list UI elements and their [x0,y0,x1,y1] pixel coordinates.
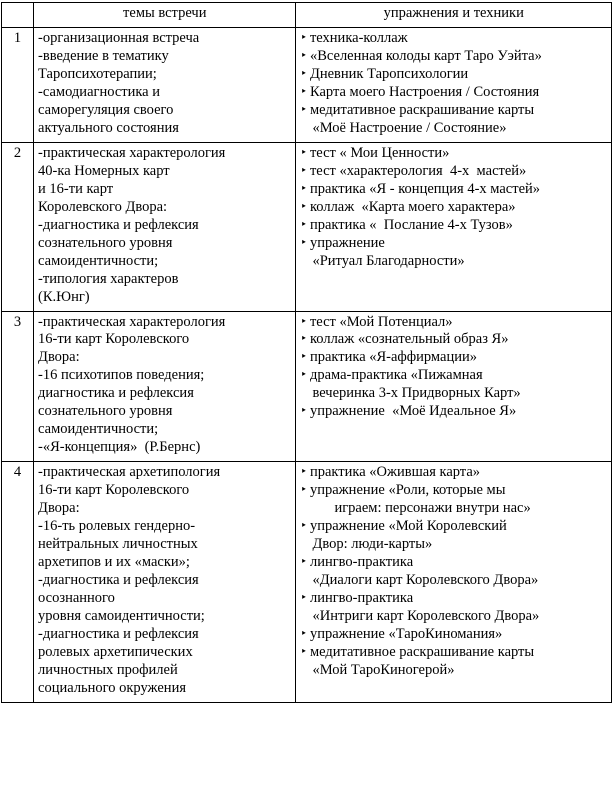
row-exercises-cell [296,311,612,462]
exercise-item [300,145,607,163]
theme-line: 16-ти карт Королевского [38,331,190,348]
row-number: 4 [2,462,34,703]
exercise-item [300,626,607,644]
row-themes-cell [34,462,296,703]
row-number: 1 [2,27,34,142]
exercise-text: упражнение «Роли, которые мы [309,482,506,499]
row-exercises-cell [296,142,612,311]
bullet-icon: ‣ [300,218,307,231]
exercise-item [300,48,607,66]
exercise-text: техника-коллаж [309,29,408,46]
table-header-row [2,3,612,28]
exercise-text: вечеринка 3-х Придворных Карт» [312,385,521,402]
row-exercises-cell [296,27,612,142]
exercise-item [300,662,607,680]
bullet-icon: ‣ [300,405,307,418]
bullet-icon: ‣ [300,645,307,658]
exercise-text: «Интриги карт Королевского Двора» [312,608,540,624]
exercise-item [300,367,607,385]
exercise-item [300,518,607,536]
theme-line: Таропсихотерапии; [38,65,157,82]
exercise-text: медитативное раскрашивание карты [309,643,535,660]
exercise-item [300,181,607,199]
theme-line: -диагностика и рефлексия [38,572,199,589]
column-header-themes: темы встречи [34,3,296,28]
exercise-text: упражнение «ТароКиномания» [309,625,503,642]
exercise-text: тест «Мой Потенциал» [309,313,453,330]
exercise-text: «Диалоги карт Королевского Двора» [312,572,539,589]
exercise-text: упражнение [309,234,385,251]
theme-line: самоидентичности; [38,252,159,269]
theme-line: осознанного [38,590,115,607]
exercise-text: практика «Я - концепция 4-х мастей» [309,180,541,197]
exercise-item [300,84,607,102]
exercise-text: «Вселенная колоды карт Таро Уэйта» [309,47,542,64]
table-row [2,311,612,462]
theme-line: социального окружения [38,679,186,696]
exercises-list [300,464,607,680]
exercises-list [300,145,607,271]
exercise-item [300,331,607,349]
table-row [2,27,612,142]
bullet-icon: ‣ [300,520,307,533]
bullet-icon: ‣ [300,592,307,605]
exercise-text: Карта моего Настроения / Состояния [309,83,540,100]
bullet-icon: ‣ [300,146,307,159]
bullet-icon: ‣ [300,85,307,98]
theme-line: Королевского Двора: [38,198,168,215]
theme-line: -16 психотипов поведения; [38,367,205,384]
exercise-item [300,235,607,253]
theme-line: 40-ка Номерных карт [38,162,170,179]
theme-line: -введение в тематику [38,47,169,64]
exercise-item [300,385,607,403]
exercise-item [300,500,607,518]
exercise-text: Двор: люди-карты» [312,536,433,553]
exercise-item [300,554,607,572]
theme-line: Двора: [38,500,80,517]
exercise-text: практика «Ожившая карта» [309,464,481,481]
exercise-text: коллаж «Карта моего характера» [309,198,516,215]
bullet-icon: ‣ [300,103,307,116]
theme-line: -диагностика и рефлексия [38,216,199,233]
row-themes-cell [34,27,296,142]
table-body [2,27,612,702]
exercise-text: упражнение «Мой Королевский [309,518,507,535]
theme-line: 16-ти карт Королевского [38,482,190,499]
theme-line: -диагностика и рефлексия [38,625,199,642]
bullet-icon: ‣ [300,236,307,249]
exercise-item [300,30,607,48]
theme-line: актуального состояния [38,119,179,136]
table-row [2,142,612,311]
themes-list [38,464,291,698]
theme-line: ролевых архетипических [38,643,193,660]
themes-list [38,314,291,458]
theme-line: архетипов и их «маски»; [38,554,190,571]
theme-line: самоидентичности; [38,421,159,438]
theme-line: саморегуляция своего [38,101,174,118]
column-header-exercises: упражнения и техники [296,3,612,28]
exercise-item [300,608,607,626]
exercise-item [300,253,607,271]
exercise-item [300,349,607,367]
theme-line: сознательного уровня [38,234,173,251]
bullet-icon: ‣ [300,351,307,364]
theme-line: -16-ть ролевых гендерно- [38,518,196,535]
bullet-icon: ‣ [300,556,307,569]
exercise-text: упражнение «Моё Идеальное Я» [309,403,517,420]
table-row [2,462,612,703]
bullet-icon: ‣ [300,369,307,382]
theme-line: уровня самоидентичности; [38,608,205,624]
exercise-text: медитативное раскрашивание карты [309,101,535,118]
theme-line: сознательного уровня [38,403,173,420]
theme-line: диагностика и рефлексия [38,385,194,402]
exercises-list [300,314,607,422]
exercise-text: «Ритуал Благодарности» [312,252,465,269]
exercise-item [300,314,607,332]
bullet-icon: ‣ [300,627,307,640]
exercise-item [300,102,607,120]
exercise-item [300,572,607,590]
row-themes-cell [34,142,296,311]
theme-line: личностных профилей [38,661,178,678]
bullet-icon: ‣ [300,164,307,177]
exercise-text: драма-практика «Пижамная [309,367,483,384]
theme-line: -практическая характерология [38,313,226,330]
exercise-item [300,163,607,181]
exercise-item [300,536,607,554]
theme-line: -типология характеров [38,270,179,287]
theme-line: нейтральных личностных [38,536,198,553]
exercise-text: коллаж «сознательный образ Я» [309,331,509,348]
row-themes-cell [34,311,296,462]
exercise-text: играем: персонажи внутри нас» [334,500,531,517]
exercise-item [300,464,607,482]
theme-line: -«Я-концепция» (Р.Бернс) [38,439,201,456]
row-number: 2 [2,142,34,311]
row-number: 3 [2,311,34,462]
column-header-number [2,3,34,28]
row-exercises-cell [296,462,612,703]
bullet-icon: ‣ [300,466,307,479]
exercise-text: лингво-практика [309,590,414,607]
theme-line: -практическая архетипология [38,464,221,481]
bullet-icon: ‣ [300,31,307,44]
themes-list [38,30,291,138]
exercise-text: «Моё Настроение / Состояние» [312,119,507,136]
exercise-text: Дневник Таропсихологии [309,65,469,82]
exercise-text: практика « Послание 4-х Тузов» [309,216,513,233]
exercise-item [300,644,607,662]
bullet-icon: ‣ [300,333,307,346]
bullet-icon: ‣ [300,484,307,497]
theme-line: -практическая характерология [38,144,226,161]
exercise-item [300,482,607,500]
themes-list [38,145,291,307]
exercise-item [300,120,607,138]
theme-line: -организационная встреча [38,29,200,46]
exercise-text: лингво-практика [309,554,414,571]
exercise-text: тест «характерология 4-х мастей» [309,162,527,179]
sessions-table [1,2,612,703]
exercise-text: практика «Я-аффирмации» [309,349,477,366]
exercise-text: «Мой ТароКиногерой» [312,661,455,678]
bullet-icon: ‣ [300,67,307,80]
table-header [2,3,612,28]
bullet-icon: ‣ [300,182,307,195]
exercise-item [300,66,607,84]
theme-line: (К.Юнг) [38,288,90,305]
theme-line: Двора: [38,349,80,366]
theme-line: и 16-ти карт [38,180,114,197]
exercise-item [300,590,607,608]
bullet-icon: ‣ [300,200,307,213]
bullet-icon: ‣ [300,315,307,328]
exercises-list [300,30,607,138]
exercise-item [300,199,607,217]
exercise-text: тест « Мои Ценности» [309,144,450,161]
exercise-item [300,403,607,421]
theme-line: -самодиагностика и [38,83,161,100]
bullet-icon: ‣ [300,49,307,62]
exercise-item [300,217,607,235]
